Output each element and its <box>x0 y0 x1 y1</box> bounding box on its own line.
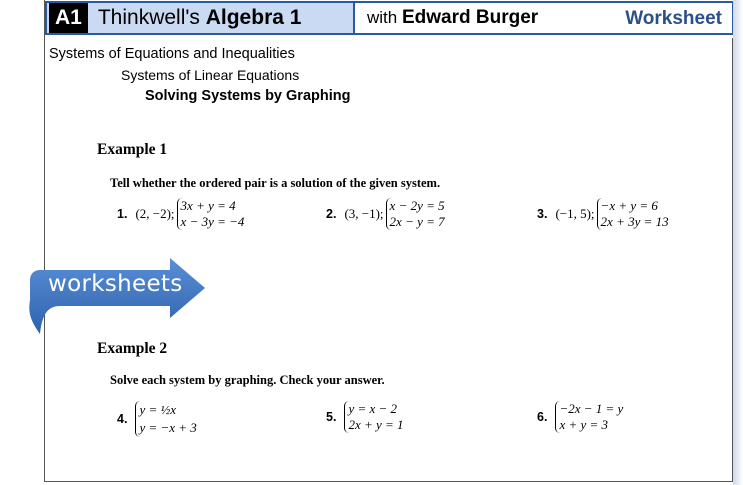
problem-2 <box>326 198 445 230</box>
problem-5 <box>326 401 404 433</box>
equation: 2x + y = 1 <box>348 417 404 432</box>
example1-title: Example 1 <box>97 141 168 158</box>
brand-course: Algebra 1 <box>205 6 302 29</box>
ordered-pair: (3, −1); <box>344 206 384 221</box>
problem-number: 3. <box>537 207 548 221</box>
brand-prefix: Thinkwell's <box>97 6 206 29</box>
example2-title: Example 2 <box>97 340 168 357</box>
equation-system <box>386 198 445 230</box>
equation-system <box>177 198 245 230</box>
equation-system <box>555 401 623 433</box>
page-shadow <box>733 0 743 485</box>
instructor-prefix: with <box>367 8 402 27</box>
equation: −x + y = 6 <box>600 198 658 213</box>
instructor <box>367 7 538 29</box>
problem-3 <box>537 198 669 230</box>
doc-type-label: Worksheet <box>625 8 722 29</box>
problem-6 <box>537 401 623 433</box>
problem-number: 6. <box>537 410 548 424</box>
equation-system <box>135 401 196 437</box>
problem-number: 2. <box>326 207 337 221</box>
topic-level2: Systems of Linear Equations <box>121 67 300 83</box>
equation: y = −x + 3 <box>139 420 197 435</box>
course-title-box <box>45 1 355 35</box>
problem-number: 4. <box>117 412 128 426</box>
equation-system <box>344 401 403 433</box>
topic-level3: Solving Systems by Graphing <box>145 88 351 104</box>
problem-number: 1. <box>117 207 128 221</box>
instructor-box <box>355 1 734 35</box>
equation: 2x − y = 7 <box>389 214 445 229</box>
problem-1 <box>117 198 244 230</box>
course-badge: A1 <box>49 3 88 33</box>
equation: 2x + 3y = 13 <box>600 214 669 229</box>
example1-instruction: Tell whether the ordered pair is a solution of the given system. <box>110 176 441 190</box>
course-title <box>98 6 302 30</box>
problem-4 <box>117 401 197 437</box>
ordered-pair: (2, −2); <box>135 206 175 221</box>
problem-number: 5. <box>326 410 337 424</box>
ordered-pair: (−1, 5); <box>555 206 595 221</box>
worksheets-label[interactable]: worksheets <box>48 271 183 297</box>
worksheet-header <box>45 0 734 38</box>
equation-system <box>597 198 669 230</box>
equation: x − 2y = 5 <box>389 198 445 213</box>
equation: 3x + y = 4 <box>180 198 236 213</box>
equation: x + y = 3 <box>559 417 609 432</box>
equation: x − 3y = −4 <box>180 214 245 229</box>
equation: y = x − 2 <box>348 401 398 416</box>
equation: y = ½x <box>139 402 176 417</box>
example2-instruction: Solve each system by graphing. Check your answer. <box>110 373 385 387</box>
equation: −2x − 1 = y <box>559 401 624 416</box>
instructor-name: Edward Burger <box>401 7 539 28</box>
topic-level1: Systems of Equations and Inequalities <box>49 46 295 62</box>
